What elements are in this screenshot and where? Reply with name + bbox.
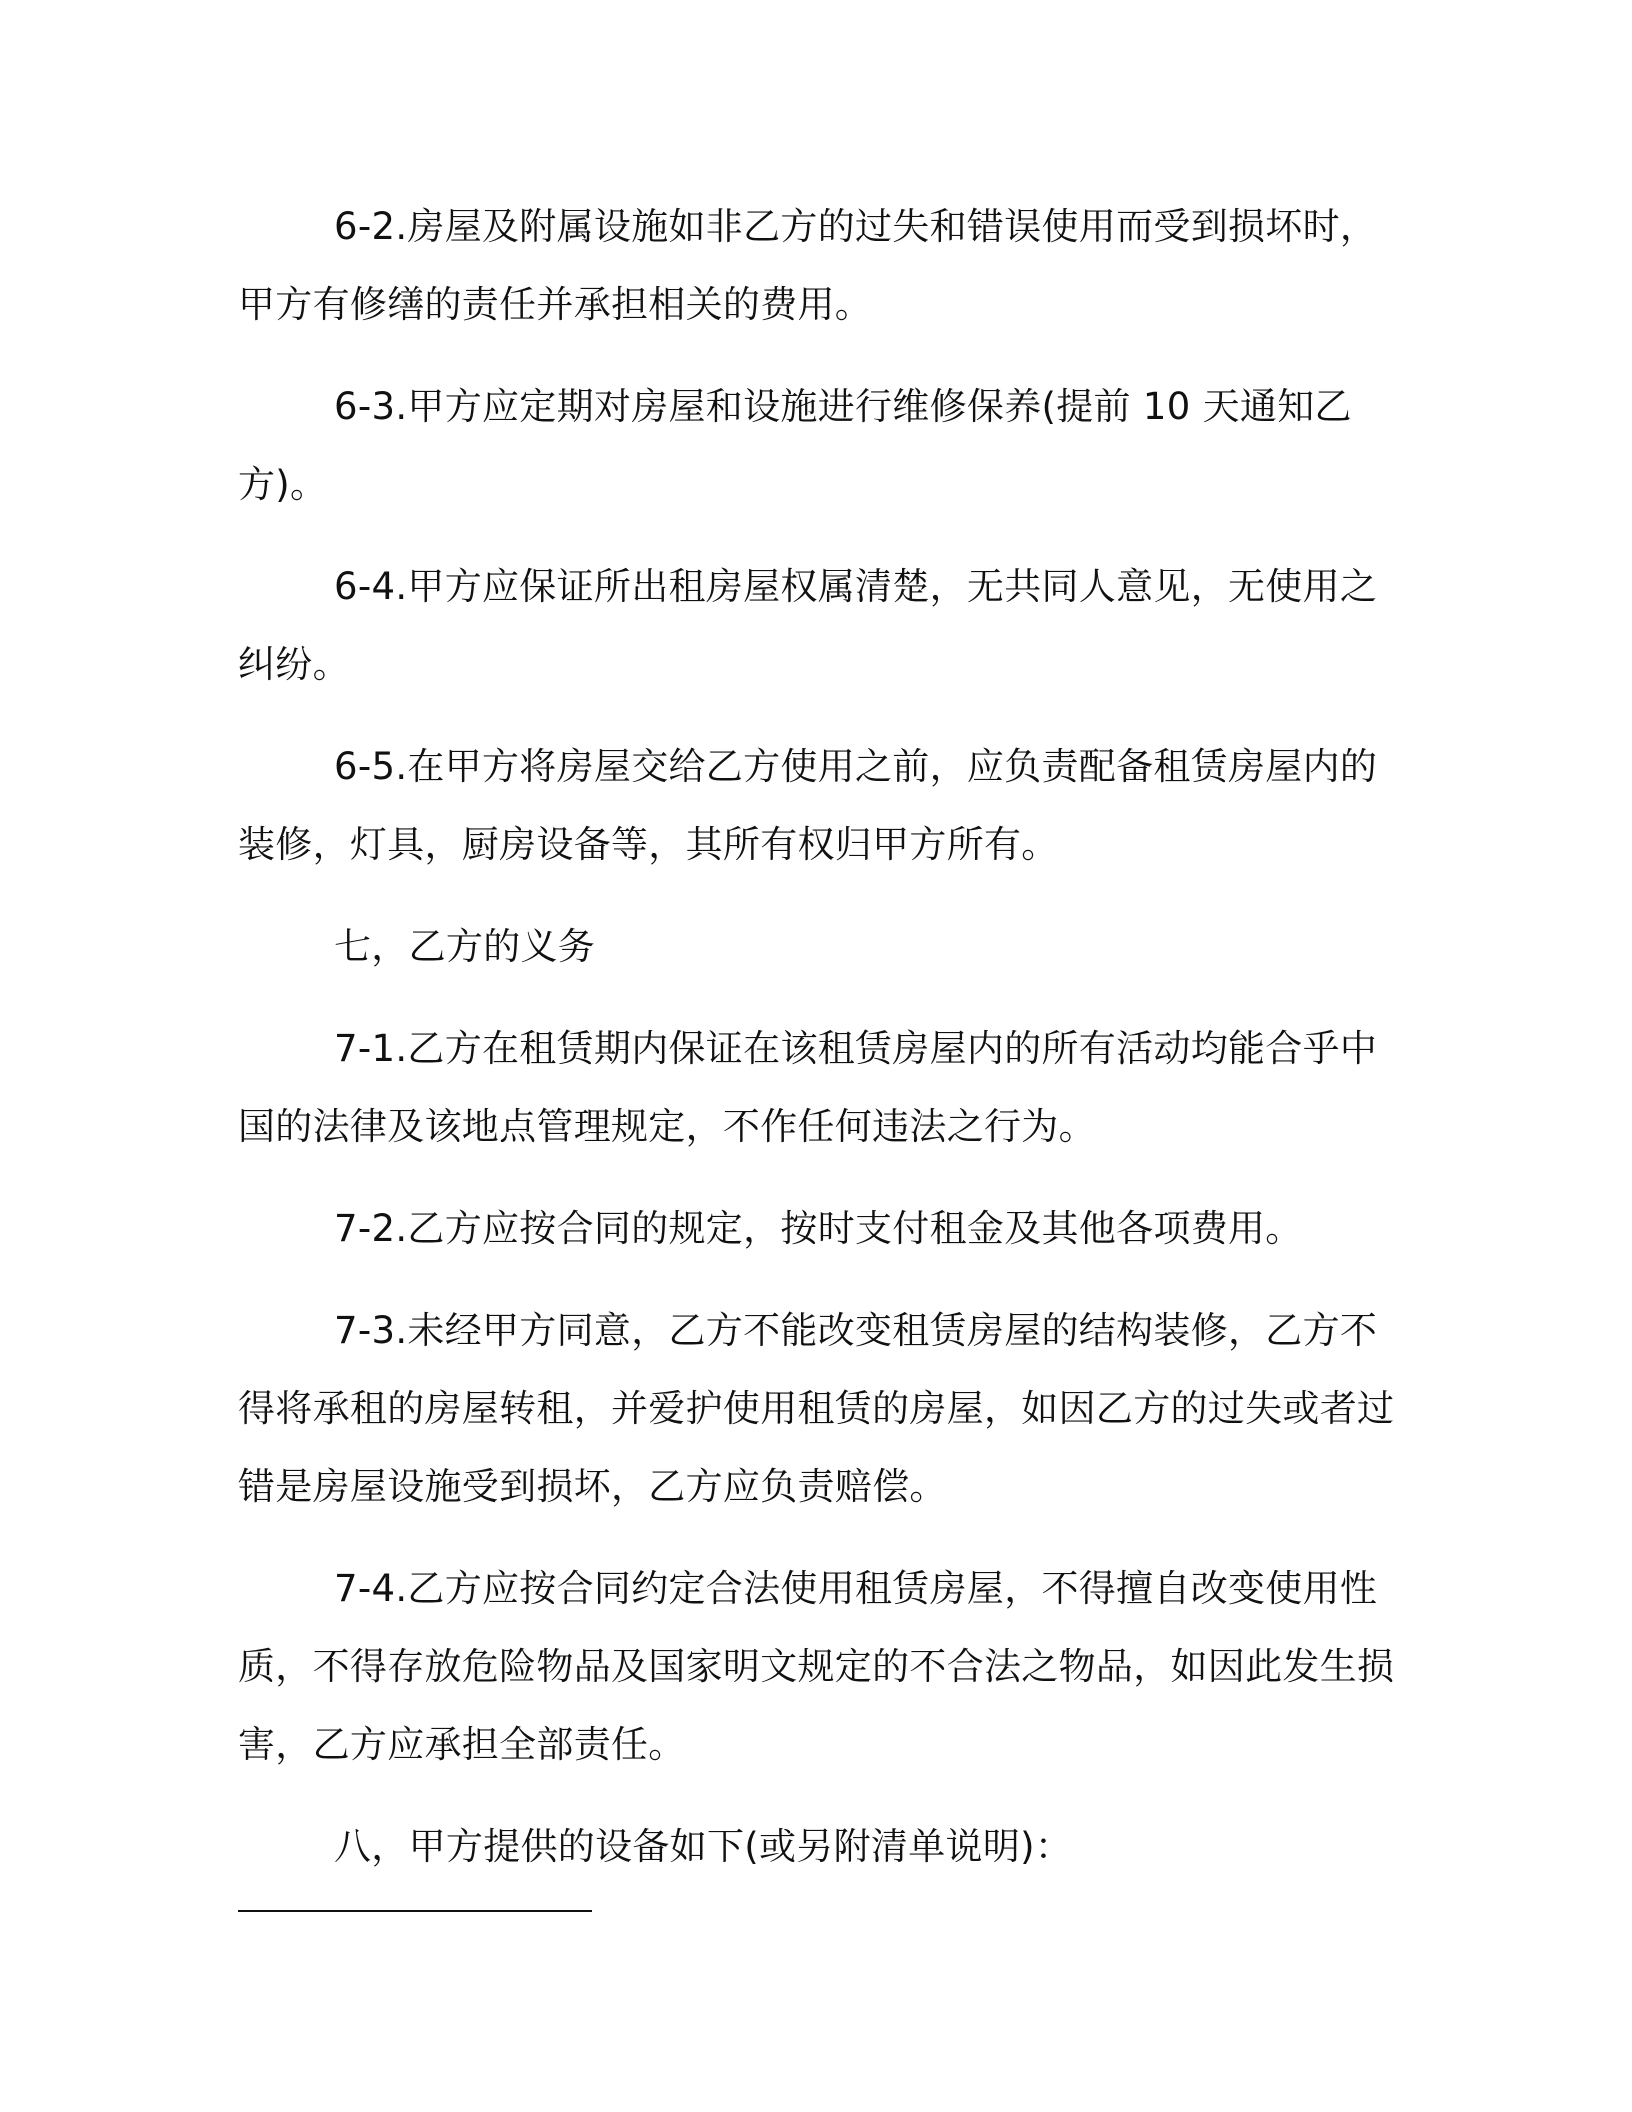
document-body [238,188,1408,1912]
clause-6-5: 6-5.在甲方将房屋交给乙方使用之前，应负责配备租赁房屋内的装修，灯具，厨房设备等，其所有权归甲方所有。 [238,745,1378,866]
clause-7-4: 7-4.乙方应按合同约定合法使用租赁房屋，不得擅自改变使用性质，不得存放危险物品及国家明文规定的不合法之物品，如因此发生损害，乙方应承担全部责任。 [238,1567,1395,1766]
section-8-heading: 八，甲方提供的设备如下(或另附清单说明)： [334,1825,1073,1868]
section-7-heading: 七，乙方的义务 [334,925,596,968]
clause-7-3: 7-3.未经甲方同意，乙方不能改变租赁房屋的结构装修，乙方不得将承租的房屋转租，并爱护使用租赁的房屋，如因乙方的过失或者过错是房屋设施受到损坏，乙方应负责赔偿。 [238,1309,1395,1508]
clause-6-3: 6-3.甲方应定期对房屋和设施进行维修保养(提前 10 天通知乙方)。 [238,385,1352,506]
clause-7-1: 7-1.乙方在租赁期内保证在该租赁房屋内的所有活动均能合乎中国的法律及该地点管理规定，不作任何违法之行为。 [238,1027,1378,1148]
clause-6-2: 6-2.房屋及附属设施如非乙方的过失和错误使用而受到损坏时，甲方有修缮的责任并承担相关的费用。 [238,205,1378,326]
fill-in-blank-line [238,1910,592,1912]
clause-6-4: 6-4.甲方应保证所出租房屋权属清楚，无共同人意见，无使用之纠纷。 [238,565,1378,686]
clause-7-2: 7-2.乙方应按合同的规定，按时支付租金及其他各项费用。 [334,1207,1303,1250]
